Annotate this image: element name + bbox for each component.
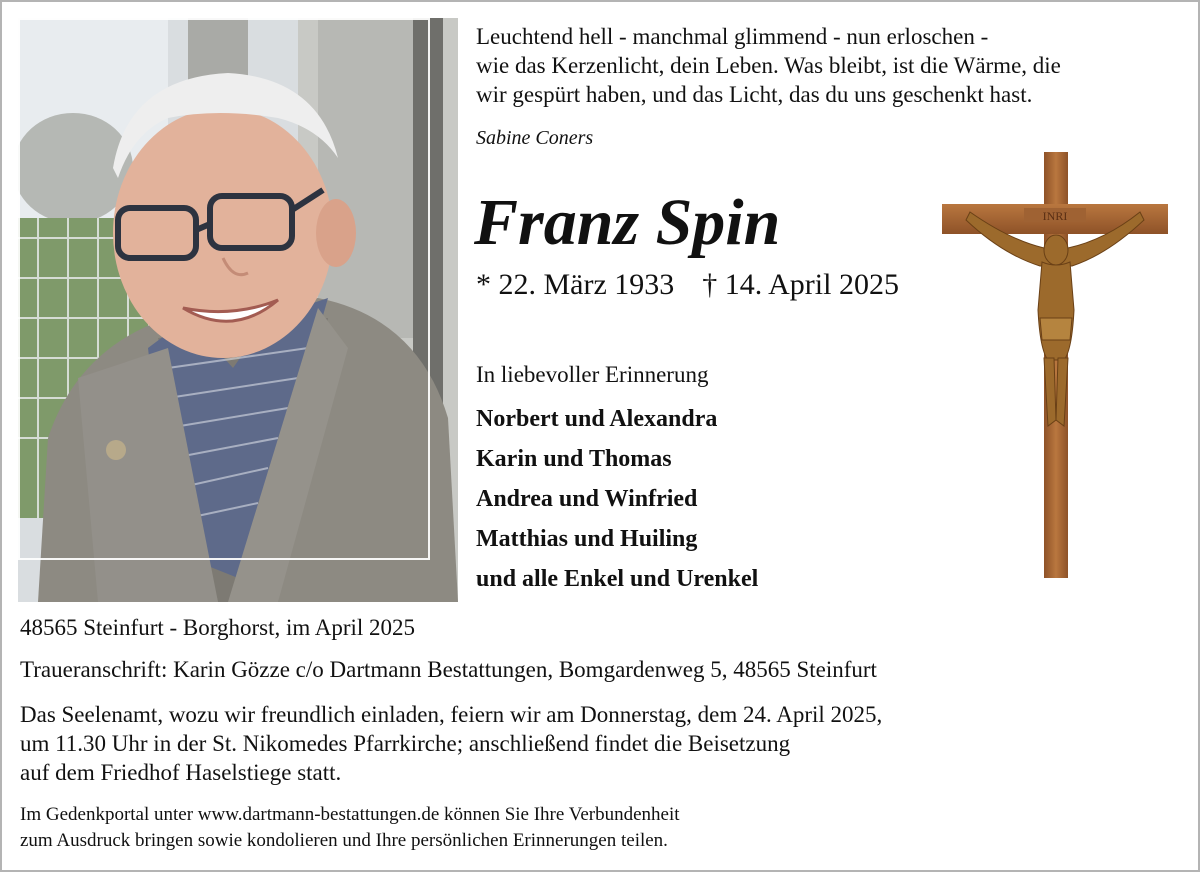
life-dates bbox=[476, 268, 899, 302]
service-notice bbox=[20, 700, 882, 787]
memorial-portal-note bbox=[20, 802, 680, 854]
mourner-item: Andrea und Winfried bbox=[476, 486, 698, 512]
memory-heading: In liebevoller Erinnerung bbox=[476, 362, 709, 387]
mourners-list bbox=[476, 399, 758, 599]
service-line: um 11.30 Uhr in der St. Nikomedes Pfarrkirche; anschließend findet die Beisetzung bbox=[20, 731, 791, 756]
poem-line: wir gespürt haben, und das Licht, das du uns geschenkt hast. bbox=[476, 82, 1033, 107]
poem-line: wie das Kerzenlicht, dein Leben. Was bleibt, ist die Wärme, die bbox=[476, 53, 1061, 78]
portal-line: zum Ausdruck bringen sowie kondolieren und Ihre persönlichen Erinnerungen teilen. bbox=[20, 830, 668, 851]
condolence-address: Traueranschrift: Karin Gözze c/o Dartmann Bestattungen, Bomgardenweg 5, 48565 Steinfurt bbox=[20, 657, 877, 682]
mourner-item: und alle Enkel und Urenkel bbox=[476, 566, 759, 592]
inri-inscription: INRI bbox=[1042, 209, 1068, 223]
poem bbox=[476, 22, 1186, 109]
place-date: 48565 Steinfurt - Borghorst, im April 2025 bbox=[20, 615, 416, 640]
birth-date: * 22. März 1933 bbox=[476, 268, 675, 301]
death-date: † 14. April 2025 bbox=[702, 268, 899, 301]
service-line: Das Seelenamt, wozu wir freundlich einladen, feiern wir am Donnerstag, dem 24. April 2025, bbox=[20, 702, 883, 727]
mourner-item: Norbert und Alexandra bbox=[476, 406, 718, 432]
poem-author: Sabine Coners bbox=[476, 127, 594, 149]
mourner-item: Matthias und Huiling bbox=[476, 526, 698, 552]
service-line: auf dem Friedhof Haselstiege statt. bbox=[20, 760, 342, 785]
deceased-name: Franz Spin bbox=[474, 186, 781, 259]
mourner-item: Karin und Thomas bbox=[476, 446, 672, 472]
portal-line: Im Gedenkportal unter www.dartmann-bestattungen.de können Sie Ihre Verbundenheit bbox=[20, 804, 680, 825]
portrait-photo bbox=[18, 18, 458, 602]
crucifix-icon bbox=[940, 150, 1170, 580]
poem-line: Leuchtend hell - manchmal glimmend - nun erloschen - bbox=[476, 24, 989, 49]
